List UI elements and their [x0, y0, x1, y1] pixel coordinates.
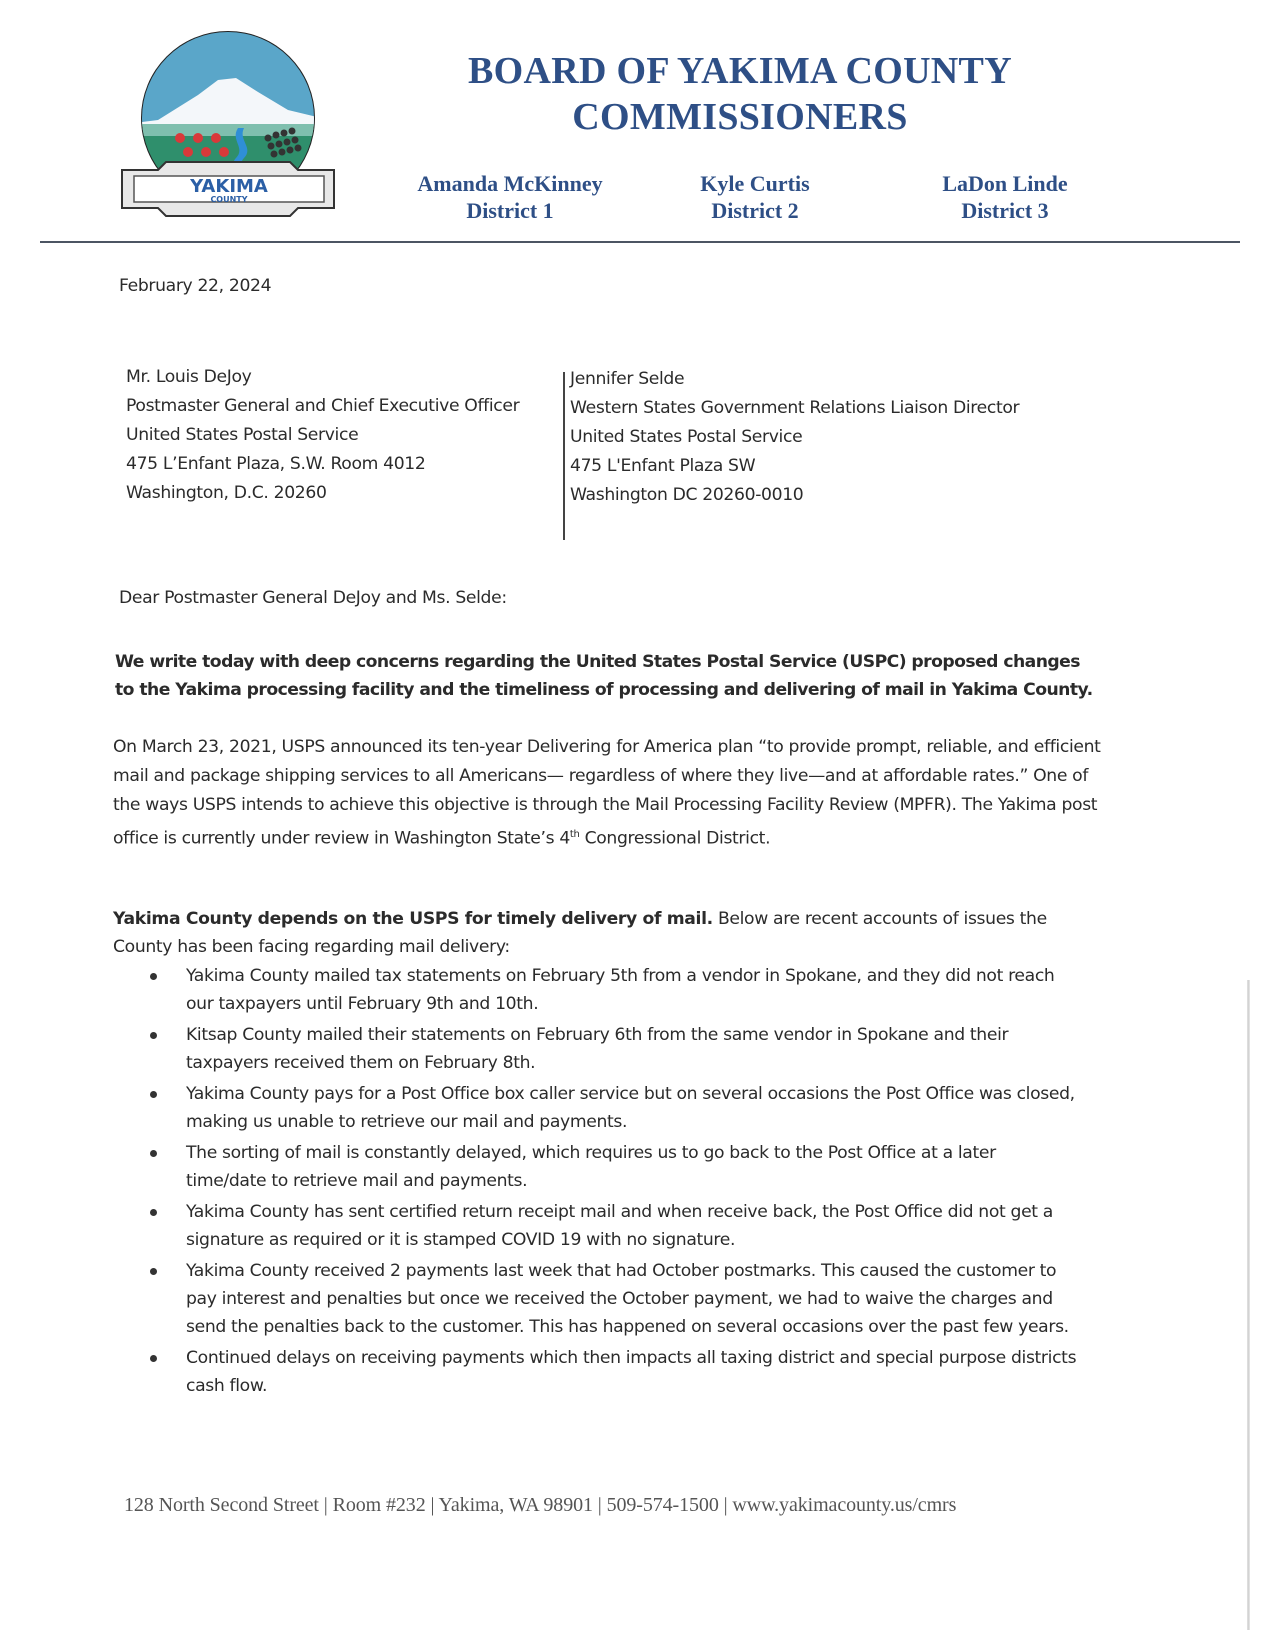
- address-line: 475 L’Enfant Plaza, S.W. Room 4012: [126, 454, 426, 474]
- list-item: Kitsap County mailed their statements on February 6th from the same vendor in Spokane and their taxpayers received them on February 8th.: [150, 1021, 1080, 1077]
- address-line: 475 L'Enfant Plaza SW: [570, 456, 756, 476]
- paragraph-text: Below are recent accounts of issues the County has been facing regarding mail delivery:: [113, 909, 1047, 957]
- commissioner-district-3: [930, 170, 1080, 224]
- intro-paragraph: We write today with deep concerns regarding the United States Postal Service (USPC) proposed changes to the Yakima processing facility and the timeliness of processing and delivering of mail in Yakima County.: [115, 652, 1093, 700]
- paragraph-bold-lead: Yakima County depends on the USPS for timely delivery of mail.: [113, 909, 713, 929]
- paragraph-issues: [113, 905, 1103, 961]
- commissioner-district: District 3: [961, 198, 1049, 223]
- bullet-icon: [150, 1091, 157, 1098]
- scan-edge: [1247, 980, 1250, 1630]
- recipient-address-2: [570, 365, 1019, 510]
- svg-text:YAKIMA: YAKIMA: [190, 176, 268, 197]
- footer-contact: 128 North Second Street | Room #232 | Yakima, WA 98901 | 509-574-1500 | www.yakimacounty.us/cmrs: [124, 1494, 957, 1516]
- list-item: Yakima County mailed tax statements on February 5th from a vendor in Spokane, and they did not reach our taxpayers until February 9th and 10th.: [150, 962, 1080, 1018]
- list-item: Yakima County received 2 payments last week that had October postmarks. This caused the customer to pay interest and penalties but once we received the October payment, we had to waive the charges and send the penalties back to the customer. This has happened on several occasions over the past few years.: [150, 1257, 1080, 1341]
- list-item: Continued delays on receiving payments which then impacts all taxing district and special purpose districts cash flow.: [150, 1344, 1080, 1400]
- commissioner-name: LaDon Linde: [942, 171, 1068, 196]
- commissioner-district-2: [680, 170, 830, 224]
- list-item: Yakima County pays for a Post Office box caller service but on several occasions the Post Office was closed, making us unable to retrieve our mail and payments.: [150, 1080, 1080, 1136]
- yakima-county-seal-icon: [118, 30, 338, 230]
- board-title-line2: COMMISSIONERS: [572, 96, 908, 138]
- recipient-address-1: [126, 363, 519, 508]
- address-line: Mr. Louis DeJoy: [126, 367, 252, 387]
- paragraph-text: On March 23, 2021, USPS announced its ten-year Delivering for America plan “to provide prompt, reliable, and efficient mail and package shipping services to all Americans— regardless of where they live—and at affordable rates.” One of the ways USPS intends to achieve this objective is through the Mail Processing Facility Review (MPFR). The Yakima post office is currently under review in Washington State’s 4: [113, 737, 1101, 849]
- paragraph-delivering-for-america: [113, 733, 1103, 854]
- commissioner-district-1: [400, 170, 620, 224]
- header-divider: [40, 241, 1240, 243]
- commissioner-name: Kyle Curtis: [700, 171, 810, 196]
- issues-list: [150, 962, 1080, 1403]
- bullet-icon: [150, 1268, 157, 1275]
- svg-text:COUNTY: COUNTY: [210, 195, 248, 204]
- letter-date: February 22, 2024: [119, 276, 272, 296]
- address-line: United States Postal Service: [126, 425, 359, 445]
- address-line: Washington, D.C. 20260: [126, 483, 327, 503]
- board-title-line1: BOARD OF YAKIMA COUNTY: [468, 50, 1012, 92]
- commissioner-district: District 2: [711, 198, 799, 223]
- list-item: The sorting of mail is constantly delayed, which requires us to go back to the Post Office at a later time/date to retrieve mail and payments.: [150, 1139, 1080, 1195]
- list-item: Yakima County has sent certified return receipt mail and when receive back, the Post Office did not get a signature as required or it is stamped COVID 19 with no signature.: [150, 1198, 1080, 1254]
- bullet-icon: [150, 1150, 157, 1157]
- address-line: United States Postal Service: [570, 427, 803, 447]
- bullet-icon: [150, 1209, 157, 1216]
- commissioner-name: Amanda McKinney: [417, 171, 603, 196]
- address-line: Jennifer Selde: [570, 369, 685, 389]
- bullet-icon: [150, 973, 157, 980]
- commissioner-district: District 1: [466, 198, 554, 223]
- paragraph-tail: Congressional District.: [579, 828, 771, 849]
- address-divider: [563, 372, 565, 540]
- address-line: Western States Government Relations Liaison Director: [570, 398, 1020, 418]
- salutation: Dear Postmaster General DeJoy and Ms. Selde:: [119, 588, 507, 608]
- address-line: Postmaster General and Chief Executive Officer: [126, 396, 520, 416]
- superscript: th: [569, 829, 580, 840]
- board-title: [420, 48, 1060, 140]
- bullet-icon: [150, 1032, 157, 1039]
- address-line: Washington DC 20260-0010: [570, 485, 804, 505]
- bullet-icon: [150, 1355, 157, 1362]
